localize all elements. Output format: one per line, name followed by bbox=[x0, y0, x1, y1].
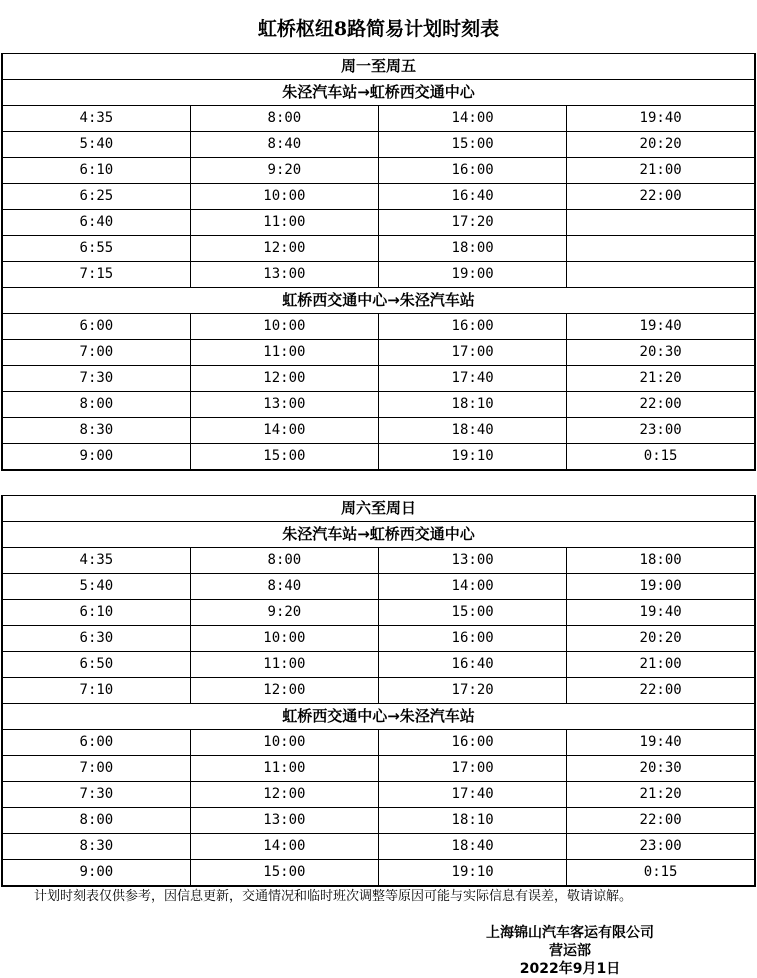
departure-time-cell: 12:00 bbox=[190, 236, 378, 262]
departure-time-cell: 5:40 bbox=[2, 132, 190, 158]
departure-time-cell: 19:40 bbox=[567, 314, 755, 340]
weekend-schedule-table bbox=[1, 495, 756, 887]
departure-time-cell: 17:20 bbox=[379, 678, 567, 704]
table-row bbox=[2, 730, 755, 756]
departure-time-cell: 0:15 bbox=[567, 444, 755, 471]
weekday-dir2-direction-header: 虹桥西交通中心→朱泾汽车站 bbox=[2, 288, 755, 314]
departure-time-cell: 8:40 bbox=[190, 132, 378, 158]
departure-time-cell: 22:00 bbox=[567, 678, 755, 704]
departure-time-cell: 19:10 bbox=[379, 444, 567, 471]
departure-time-cell: 10:00 bbox=[190, 626, 378, 652]
signature-department: 营运部 bbox=[549, 943, 591, 959]
departure-time-cell: 15:00 bbox=[379, 132, 567, 158]
departure-time-cell: 14:00 bbox=[190, 834, 378, 860]
departure-time-cell: 18:10 bbox=[379, 392, 567, 418]
departure-time-cell: 7:30 bbox=[2, 782, 190, 808]
weekday-dir1-direction-header: 朱泾汽车站→虹桥西交通中心 bbox=[2, 80, 755, 106]
departure-time-cell: 16:00 bbox=[379, 158, 567, 184]
departure-time-cell: 9:20 bbox=[190, 600, 378, 626]
departure-time-cell: 16:00 bbox=[379, 730, 567, 756]
table-row bbox=[2, 600, 755, 626]
table-row bbox=[2, 808, 755, 834]
departure-time-cell: 20:30 bbox=[567, 340, 755, 366]
table-row bbox=[2, 678, 755, 704]
departure-time-cell: 6:10 bbox=[2, 158, 190, 184]
departure-time-cell: 7:30 bbox=[2, 366, 190, 392]
departure-time-cell: 15:00 bbox=[190, 444, 378, 471]
departure-time-cell: 14:00 bbox=[190, 418, 378, 444]
table-row bbox=[2, 314, 755, 340]
departure-time-cell: 23:00 bbox=[567, 834, 755, 860]
departure-time-cell: 8:40 bbox=[190, 574, 378, 600]
departure-time-cell: 23:00 bbox=[567, 418, 755, 444]
departure-time-cell: 7:00 bbox=[2, 340, 190, 366]
table-row bbox=[2, 392, 755, 418]
table-row bbox=[2, 158, 755, 184]
departure-time-cell: 4:35 bbox=[2, 548, 190, 574]
weekend-day-header-row bbox=[2, 496, 755, 522]
signature-date: 2022年9月1日 bbox=[519, 961, 621, 977]
departure-time-cell: 20:20 bbox=[567, 132, 755, 158]
table-row bbox=[2, 782, 755, 808]
table-row bbox=[2, 652, 755, 678]
departure-time-cell: 21:20 bbox=[567, 782, 755, 808]
weekday-day-header-row bbox=[2, 54, 755, 80]
weekend-dir2-direction-header: 虹桥西交通中心→朱泾汽车站 bbox=[2, 704, 755, 730]
table-row bbox=[2, 418, 755, 444]
disclaimer-note: 计划时刻表仅供参考，因信息更新，交通情况和临时班次调整等原因可能与实际信息有误差，敬请谅解。 bbox=[34, 889, 633, 904]
departure-time-cell: 6:00 bbox=[2, 730, 190, 756]
weekday-schedule-table bbox=[1, 53, 756, 471]
departure-time-cell: 9:00 bbox=[2, 860, 190, 887]
departure-time-cell: 16:40 bbox=[379, 184, 567, 210]
departure-time-cell: 9:20 bbox=[190, 158, 378, 184]
departure-time-cell: 13:00 bbox=[190, 262, 378, 288]
weekend-dir1-direction-header-row bbox=[2, 522, 755, 548]
departure-time-cell bbox=[567, 210, 755, 236]
departure-time-cell: 16:40 bbox=[379, 652, 567, 678]
departure-time-cell: 17:00 bbox=[379, 756, 567, 782]
table-row bbox=[2, 444, 755, 471]
table-row bbox=[2, 366, 755, 392]
departure-time-cell: 5:40 bbox=[2, 574, 190, 600]
departure-time-cell: 18:10 bbox=[379, 808, 567, 834]
weekday-dir1-direction-header-row bbox=[2, 80, 755, 106]
departure-time-cell: 14:00 bbox=[379, 574, 567, 600]
departure-time-cell: 20:20 bbox=[567, 626, 755, 652]
departure-time-cell: 11:00 bbox=[190, 210, 378, 236]
weekend-day-header: 周六至周日 bbox=[2, 496, 755, 522]
departure-time-cell: 18:40 bbox=[379, 418, 567, 444]
departure-time-cell: 6:40 bbox=[2, 210, 190, 236]
weekend-dir1-direction-header: 朱泾汽车站→虹桥西交通中心 bbox=[2, 522, 755, 548]
departure-time-cell: 21:00 bbox=[567, 652, 755, 678]
departure-time-cell: 12:00 bbox=[190, 366, 378, 392]
departure-time-cell: 19:00 bbox=[567, 574, 755, 600]
departure-time-cell: 8:00 bbox=[190, 106, 378, 132]
departure-time-cell: 10:00 bbox=[190, 730, 378, 756]
departure-time-cell: 6:10 bbox=[2, 600, 190, 626]
weekday-day-header: 周一至周五 bbox=[2, 54, 755, 80]
departure-time-cell: 13:00 bbox=[190, 392, 378, 418]
departure-time-cell: 22:00 bbox=[567, 392, 755, 418]
departure-time-cell: 10:00 bbox=[190, 314, 378, 340]
departure-time-cell: 17:20 bbox=[379, 210, 567, 236]
departure-time-cell: 14:00 bbox=[379, 106, 567, 132]
departure-time-cell: 8:00 bbox=[190, 548, 378, 574]
table-row bbox=[2, 184, 755, 210]
departure-time-cell: 22:00 bbox=[567, 184, 755, 210]
table-row bbox=[2, 262, 755, 288]
departure-time-cell: 13:00 bbox=[379, 548, 567, 574]
departure-time-cell: 18:40 bbox=[379, 834, 567, 860]
departure-time-cell: 11:00 bbox=[190, 756, 378, 782]
table-row bbox=[2, 210, 755, 236]
departure-time-cell: 18:00 bbox=[567, 548, 755, 574]
departure-time-cell: 16:00 bbox=[379, 626, 567, 652]
departure-time-cell: 20:30 bbox=[567, 756, 755, 782]
table-row bbox=[2, 548, 755, 574]
departure-time-cell: 12:00 bbox=[190, 678, 378, 704]
departure-time-cell: 13:00 bbox=[190, 808, 378, 834]
departure-time-cell: 6:25 bbox=[2, 184, 190, 210]
departure-time-cell bbox=[567, 262, 755, 288]
table-row bbox=[2, 340, 755, 366]
departure-time-cell: 8:30 bbox=[2, 418, 190, 444]
departure-time-cell: 4:35 bbox=[2, 106, 190, 132]
departure-time-cell bbox=[567, 236, 755, 262]
table-row bbox=[2, 834, 755, 860]
departure-time-cell: 15:00 bbox=[379, 600, 567, 626]
departure-time-cell: 17:40 bbox=[379, 366, 567, 392]
departure-time-cell: 8:00 bbox=[2, 392, 190, 418]
departure-time-cell: 6:30 bbox=[2, 626, 190, 652]
table-row bbox=[2, 236, 755, 262]
departure-time-cell: 17:40 bbox=[379, 782, 567, 808]
signature-company: 上海锦山汽车客运有限公司 bbox=[486, 925, 654, 941]
departure-time-cell: 11:00 bbox=[190, 340, 378, 366]
departure-time-cell: 18:00 bbox=[379, 236, 567, 262]
table-row bbox=[2, 860, 755, 887]
departure-time-cell: 19:00 bbox=[379, 262, 567, 288]
table-row bbox=[2, 756, 755, 782]
departure-time-cell: 19:10 bbox=[379, 860, 567, 887]
departure-time-cell: 7:00 bbox=[2, 756, 190, 782]
departure-time-cell: 6:50 bbox=[2, 652, 190, 678]
departure-time-cell: 21:20 bbox=[567, 366, 755, 392]
departure-time-cell: 19:40 bbox=[567, 600, 755, 626]
weekend-dir2-direction-header-row bbox=[2, 704, 755, 730]
table-row bbox=[2, 626, 755, 652]
departure-time-cell: 17:00 bbox=[379, 340, 567, 366]
departure-time-cell: 6:00 bbox=[2, 314, 190, 340]
table-row bbox=[2, 106, 755, 132]
departure-time-cell: 15:00 bbox=[190, 860, 378, 887]
departure-time-cell: 0:15 bbox=[567, 860, 755, 887]
departure-time-cell: 12:00 bbox=[190, 782, 378, 808]
departure-time-cell: 6:55 bbox=[2, 236, 190, 262]
weekday-dir2-direction-header-row bbox=[2, 288, 755, 314]
departure-time-cell: 7:10 bbox=[2, 678, 190, 704]
departure-time-cell: 8:00 bbox=[2, 808, 190, 834]
page-title: 虹桥枢纽8路简易计划时刻表 bbox=[257, 18, 500, 40]
departure-time-cell: 16:00 bbox=[379, 314, 567, 340]
departure-time-cell: 21:00 bbox=[567, 158, 755, 184]
departure-time-cell: 10:00 bbox=[190, 184, 378, 210]
departure-time-cell: 9:00 bbox=[2, 444, 190, 471]
departure-time-cell: 19:40 bbox=[567, 106, 755, 132]
departure-time-cell: 19:40 bbox=[567, 730, 755, 756]
departure-time-cell: 8:30 bbox=[2, 834, 190, 860]
departure-time-cell: 11:00 bbox=[190, 652, 378, 678]
departure-time-cell: 7:15 bbox=[2, 262, 190, 288]
table-row bbox=[2, 574, 755, 600]
departure-time-cell: 22:00 bbox=[567, 808, 755, 834]
table-row bbox=[2, 132, 755, 158]
